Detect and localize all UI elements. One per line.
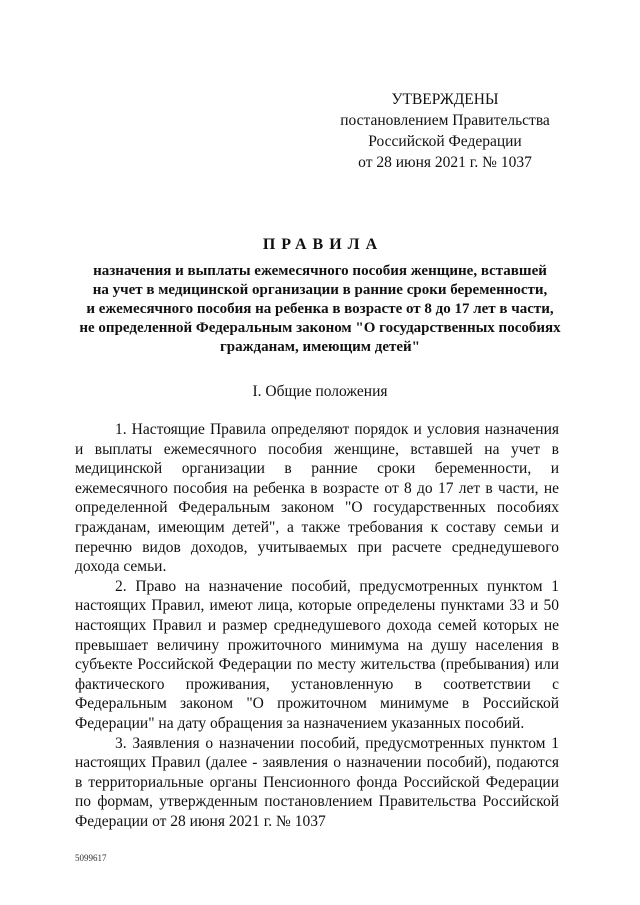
approval-line: постановлением Правительства [340, 112, 550, 129]
subtitle-line: назначения и выплаты ежемесячного пособия женщине, вставшей [93, 263, 547, 279]
subtitle-line: и ежемесячного пособия на ребенка в возрасте от 8 до 17 лет в части, [86, 301, 554, 317]
subtitle-line: на учет в медицинской организации в ранние сроки беременности, [92, 282, 548, 298]
approval-line: Российской Федерации [368, 133, 522, 150]
paragraph-1: 1. Настоящие Правила определяют порядок и условия назначения и выплаты ежемесячного пособия женщине, вставшей на учет в медицинской организации в ранние сроки беременности, и ежемесячного пособия на ребенка в возрасте от 8 до 17 лет в части, не определенной Федеральным законом "О государственных пособиях гражданам, имеющим детей", а также требования к составу семьи и перечню видов доходов, учитываемых при расчете среднедушевого дохода семьи. [75, 421, 559, 576]
section-heading: I. Общие положения [252, 383, 388, 400]
approval-stamp [330, 89, 560, 173]
document-code: 5099617 [75, 853, 107, 863]
subtitle-line: не определенной Федеральным законом "О государственных пособиях [79, 320, 561, 336]
approval-heading: УТВЕРЖДЕНЫ [391, 91, 499, 108]
subtitle-line: гражданам, имеющим детей" [220, 339, 420, 355]
document-title: ПРАВИЛА [262, 236, 384, 253]
paragraph-2: 2. Право на назначение пособий, предусмотренных пунктом 1 настоящих Правил, имеют лица, которые определены пунктами 33 и 50 настоящих Правил и размер среднедушевого дохода семей которых не превышает величину прожиточного минимума на душу населения в субъекте Российской Федерации по месту жительства (пребывания) или фактического проживания, установленную в соответствии с Федеральным законом "О прожиточном минимуме в Российской Федерации" на дату обращения за назначением указанных пособий. [75, 577, 559, 732]
approval-date: от 28 июня 2021 г. № 1037 [358, 154, 532, 171]
document-subtitle [60, 262, 580, 357]
document-body [75, 420, 559, 831]
paragraph-3: 3. Заявления о назначении пособий, предусмотренных пунктом 1 настоящих Правил (далее - заявления о назначении пособий), подаются в территориальные органы Пенсионного фонда Российской Федерации по формам, утвержденным постановлением Правительства Российской Федерации от 28 июня 2021 г. № 1037 [75, 734, 559, 830]
